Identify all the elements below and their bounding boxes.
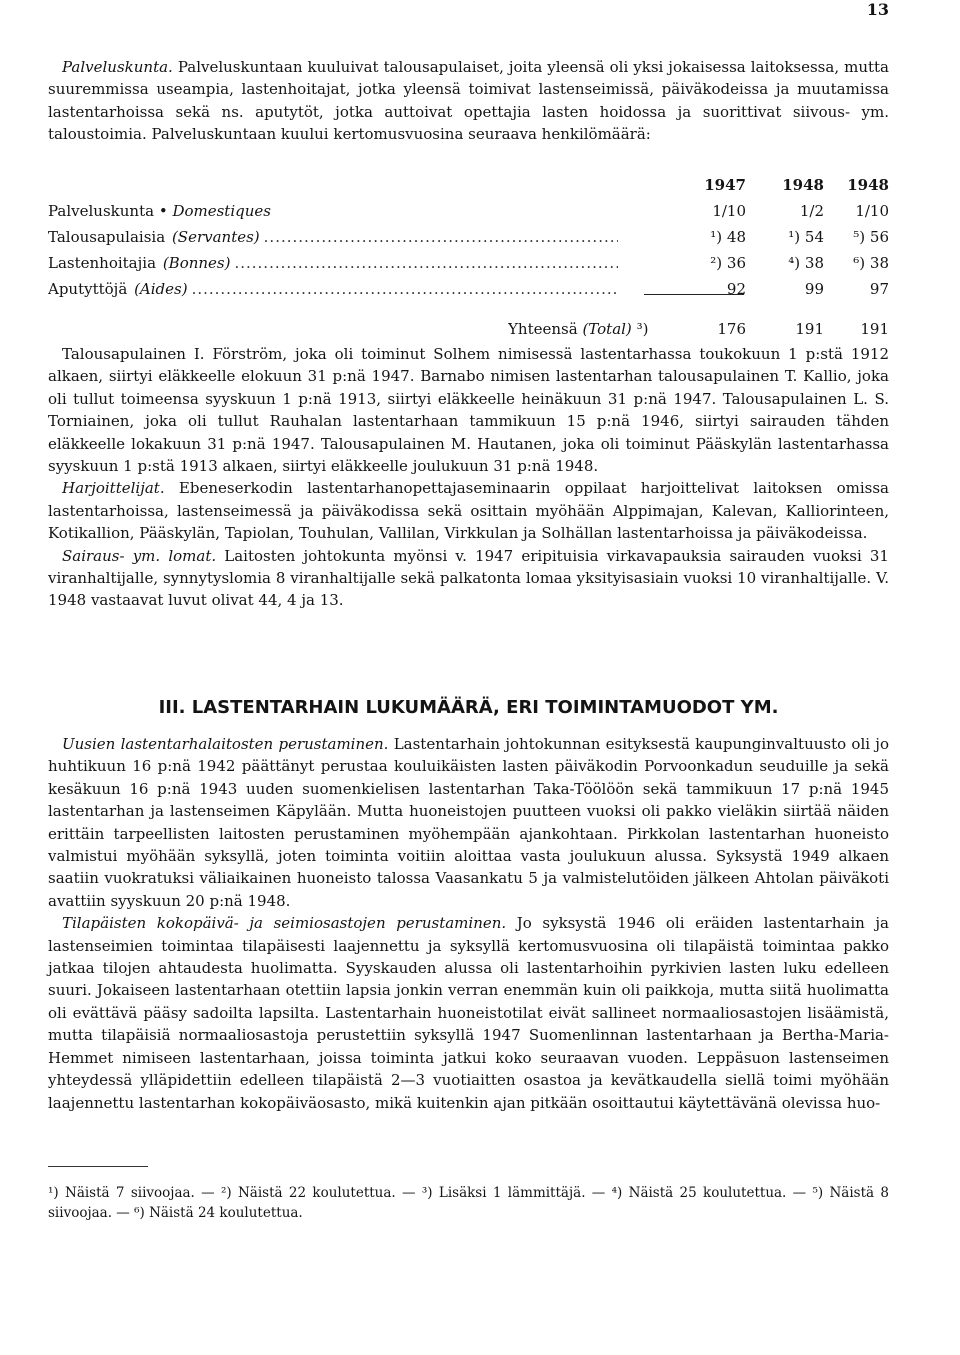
intro-text: Palveluskuntaan kuuluivat talousapulaiset, joita yleensä oli yksi jokaisessa laitoksessa, mutta suuremmissa useampia, lastenhoitajat, jotka yleensä toimivat lastenseimissä, päiväkodeissa ja muutamissa lastentarhoissa sekä ns. aputytöt, jotka auttoivat opettajia lasten hoidossa ja suorittivat siivous- ym. taloustoimia. Palveluskuntaan kuului kertomusvuosina seuraava henkilömäärä:	[48, 58, 889, 144]
cell: ¹) 48	[710, 228, 746, 246]
new-institutions-paragraph: Uusien lastentarhalaitosten perustaminen. Lastentarhain johtokunnan esityksestä kaupunginvaltuusto oli jo huhtikuun 16 p:nä 1942 päättänyt perustaa kouluikäisten lasten päiväkodin Porvoonkadun seuduille ja sekä kesäkuun 16 p:nä 1943 uuden suomenkielisen lastentarhan Taka-Töölöön sekä tammikuun 17 p:nä 1945 lastentarhan ja lastenseimen Käpylään. Mutta huoneistojen puutteen vuoksi oli pakko vieläkin siirtää näiden erittäin tarpeellisten laitosten perustaminen myöhempään ajankohtaan. Pirkkolan lastentarhan huoneisto valmistui myöhään syksyllä, joten toiminta voitiin aloittaa vasta joulukuun alussa. Syksystä 1949 alkaen saatiin vuokratuksi väliaikainen huoneisto talossa Vaasankatu 5 ja valmistelutöiden jälkeen Ahtolan päiväkoti avattiin syyskuun 20 p:nä 1948.	[48, 735, 889, 910]
intro-paragraph	[48, 56, 889, 146]
cell: ⁵) 56	[853, 228, 889, 246]
cell: ²) 36	[710, 254, 746, 272]
sick-leave-paragraph: Sairaus- ym. lomat. Laitosten johtokunta myönsi v. 1947 eripituisia virkavapauksia sairauden vuoksi 31 viranhaltijalle, synnytyslomia 8 viranhaltijalle sekä palkatonta lomaa yksityisasiain vuoksi 10 viranhaltijalle. V. 1948 vastaavat luvut olivat 44, 4 ja 13.	[48, 546, 889, 610]
date-col-1: 1/10	[712, 202, 746, 220]
temporary-paragraph: Tilapäisten kokopäivä- ja seimiosastojen perustaminen. Jo syksystä 1946 oli eräiden lastentarhain ja lastenseimien toimintaa tilapäisesti laajennettu ja syksyllä kertomusvuosina oli tilapäistä toimintaa pakko jatkaa tilojen ahtaudesta huolimatta. Syyskauden alussa oli lastentarhoihin pyrkivien lasten luku edelleen suuri. Jokaiseen lastentarhaan otettiin lapsia jonkin verran enemmän kuin oli paikkoja, mutta siitä huolimatta oli evättävä pääsy sadoilta lapsilta. Lastentarhain huoneistotilat eivät sallineet normaaliosastojen lisäämistä, mutta tilapäisiä normaaliosastoja perustettiin syksyllä 1947 Suomenlinnan lastentarhaan ja Bertha-Maria-Hemmet nimiseen lastentarhaan, joissa toiminta jatkui koko seuraavan vuoden. Leppäsuon lastenseimen yhteydessä ylläpidettiin edelleen tilapäistä 2—3 vuotiaitten osastoa ja kevätkaudella siellä toimi myöhään laajennettu lastentarhan kokopäiväosasto, mikä kuitenkin ajan pitkään osoittautui käytettävänä olevissa huo-	[48, 914, 889, 1112]
table-title: Palveluskunta • Domestiques	[48, 202, 271, 220]
table-header-years	[48, 172, 889, 198]
page-number: 13	[866, 0, 889, 19]
section-heading: III. LASTENTARHAIN LUKUMÄÄRÄ, ERI TOIMINTAMUODOT YM.	[158, 697, 779, 718]
cell: 92	[726, 280, 746, 298]
staff-changes-paragraph: Talousapulainen I. Förström, joka oli toiminut Solhem nimisessä lastentarhassa toukokuun 1 p:stä 1912 alkaen, siirtyi eläkkeelle elokuun 31 p:nä 1947. Barnabo nimisen lastentarhan talousapulainen T. Kallio, joka oli tullut toimeensa syyskuun 1 p:nä 1913, siirtyi eläkkeelle heinäkuun 31 p:nä 1947. Talousapulainen L. S. Torniainen, joka oli tullut Rauhalan lastentarhaan tammikuun 15 p:nä 1946, siirtyi sairauden tähden eläkkeelle lokakuun 31 p:nä 1947. Talousapulainen M. Hautanen, joka oli toiminut Pääskylän lastentarhassa syyskuun 1 p:stä 1913 alkaen, siirtyi eläkkeelle joulukuun 31 p:nä 1948.	[48, 345, 889, 476]
total-cell: 191	[860, 320, 889, 338]
row-label: Lastenhoitajia (Bonnes)	[48, 254, 234, 272]
footnote-rule	[48, 1166, 148, 1167]
total-cell: 176	[717, 320, 746, 338]
table-header-dates	[48, 198, 889, 224]
sum-rule	[644, 294, 744, 295]
total-label: Yhteensä (Total) ³)	[508, 320, 649, 338]
trainees-paragraph: Harjoittelijat. Ebeneserkodin lastentarhanopettajaseminaarin oppilaat harjoittelivat laitoksen omissa lastentarhoissa, lastenseimessä ja päiväkodissa sekä osittain myöhään Alppimajan, Kalevan, Kalliorinteen, Kotikallion, Pääskylän, Tapiolan, Touhulan, Vallilan, Virkkulan ja Solhällan lastentarhoissa ja päiväkodeissa.	[48, 479, 889, 543]
date-col-2: 1/2	[799, 202, 824, 220]
row-label: Talousapulaisia (Servantes)	[48, 228, 264, 246]
staff-table	[48, 172, 889, 342]
document-page	[48, 0, 889, 1355]
footnotes: ¹) Näistä 7 siivoojaa. — ²) Näistä 22 koulutettua. — ³) Lisäksi 1 lämmittäjä. — ⁴) Näistä 25 koulutettua. — ⁵) Näistä 8 siivoojaa. — ⁶) Näistä 24 koulutettua.	[48, 1185, 889, 1221]
row-label: Aputyttöjä (Aides)	[48, 280, 192, 298]
cell: 97	[869, 280, 889, 298]
table-row	[48, 276, 889, 302]
year-col-1: 1947	[704, 176, 746, 194]
intro-section	[48, 56, 889, 146]
intro-lead: Palveluskunta.	[62, 58, 173, 76]
year-col-3: 1948	[847, 176, 889, 194]
cell: ⁴) 38	[788, 254, 824, 272]
cell: ⁶) 38	[853, 254, 889, 272]
cell: 99	[804, 280, 824, 298]
section-body	[48, 733, 889, 1114]
table-row	[48, 250, 889, 276]
date-col-3: 1/10	[855, 202, 889, 220]
table-total-row	[48, 316, 889, 342]
table-row	[48, 224, 889, 250]
total-cell: 191	[795, 320, 824, 338]
year-col-2: 1948	[782, 176, 824, 194]
cell: ¹) 54	[788, 228, 824, 246]
staff-section	[48, 343, 889, 612]
